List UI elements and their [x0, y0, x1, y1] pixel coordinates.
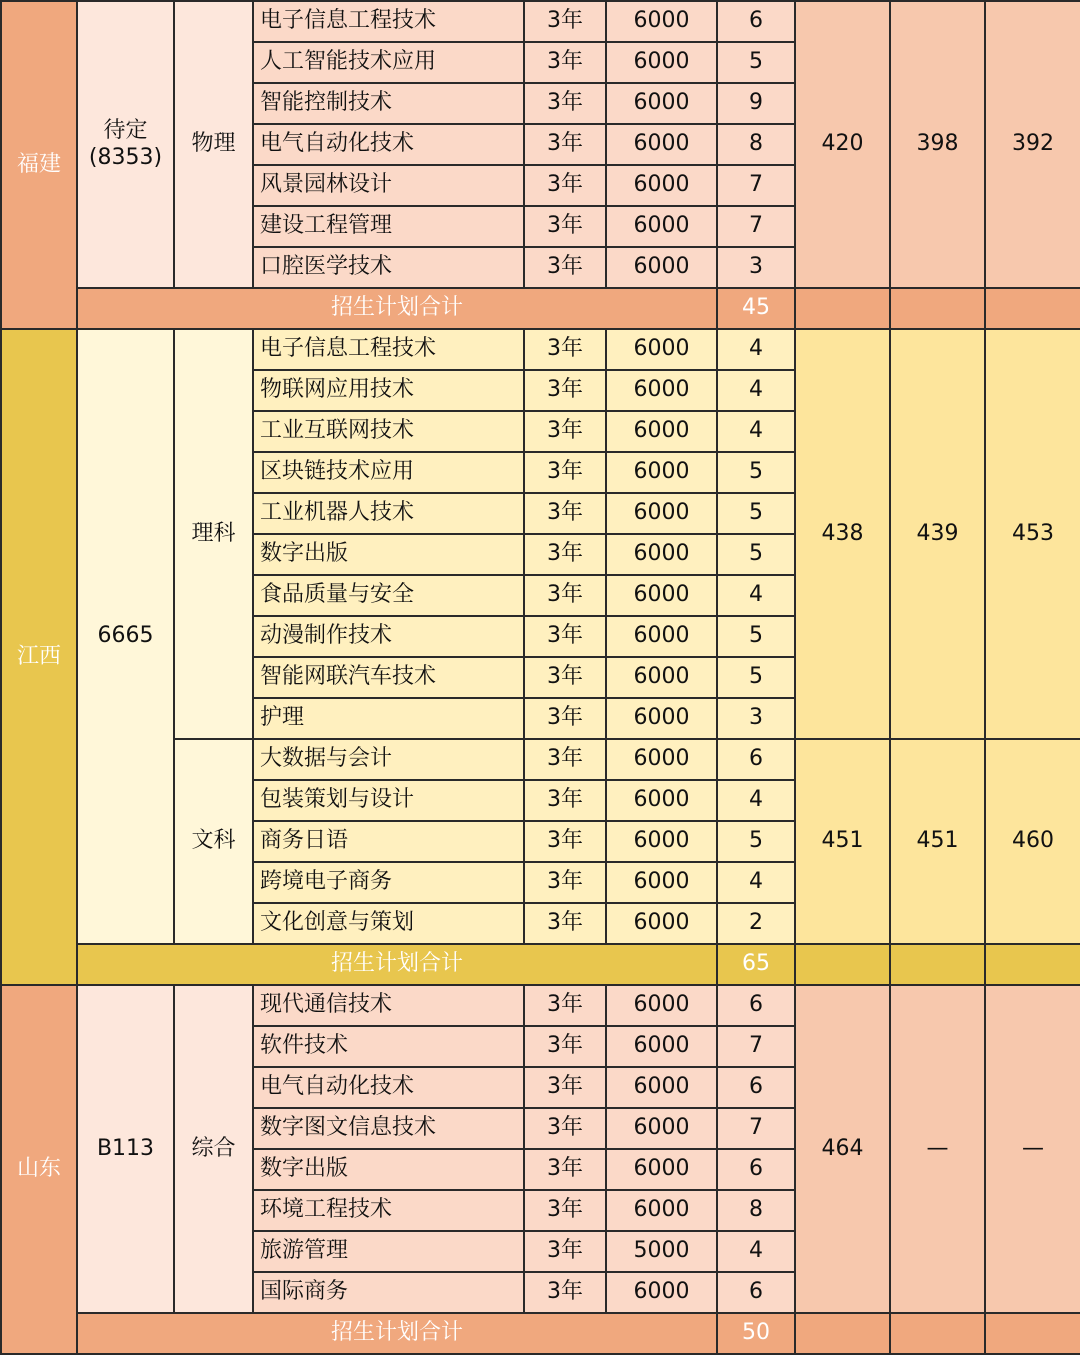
tuition-fee: 6000 [606, 1190, 717, 1231]
subject-category: 综合 [174, 985, 253, 1313]
study-years: 3年 [524, 370, 606, 411]
province-name: 山东 [1, 985, 77, 1354]
plan-count: 3 [717, 698, 795, 739]
study-years: 3年 [524, 1108, 606, 1149]
total-value: 50 [717, 1313, 795, 1354]
plan-count: 4 [717, 1231, 795, 1272]
major-name: 环境工程技术 [253, 1190, 524, 1231]
total-label: 招生计划合计 [77, 288, 717, 329]
tuition-fee: 6000 [606, 329, 717, 370]
plan-count: 5 [717, 42, 795, 83]
score-value: — [985, 985, 1080, 1313]
score-value: 439 [890, 329, 985, 739]
plan-count: 4 [717, 329, 795, 370]
study-years: 3年 [524, 616, 606, 657]
major-name: 口腔医学技术 [253, 247, 524, 288]
score-value: 451 [890, 739, 985, 944]
school-code: 待定 (8353) [77, 1, 174, 288]
major-name: 包装策划与设计 [253, 780, 524, 821]
plan-count: 5 [717, 493, 795, 534]
plan-count: 4 [717, 370, 795, 411]
tuition-fee: 6000 [606, 83, 717, 124]
tuition-fee: 6000 [606, 780, 717, 821]
total-row [1, 1313, 1080, 1354]
total-empty-cell [890, 1313, 985, 1354]
score-value: 398 [890, 1, 985, 288]
study-years: 3年 [524, 1190, 606, 1231]
plan-count: 4 [717, 575, 795, 616]
tuition-fee: 6000 [606, 698, 717, 739]
tuition-fee: 6000 [606, 206, 717, 247]
score-value: 420 [795, 1, 890, 288]
plan-count: 8 [717, 124, 795, 165]
plan-count: 6 [717, 1, 795, 42]
total-empty-cell [985, 1313, 1080, 1354]
major-name: 物联网应用技术 [253, 370, 524, 411]
province-name: 福建 [1, 1, 77, 329]
major-name: 建设工程管理 [253, 206, 524, 247]
study-years: 3年 [524, 1067, 606, 1108]
subject-category: 物理 [174, 1, 253, 288]
major-name: 跨境电子商务 [253, 862, 524, 903]
tuition-fee: 6000 [606, 1108, 717, 1149]
study-years: 3年 [524, 124, 606, 165]
study-years: 3年 [524, 657, 606, 698]
plan-count: 4 [717, 780, 795, 821]
plan-count: 8 [717, 1190, 795, 1231]
tuition-fee: 6000 [606, 452, 717, 493]
major-name: 旅游管理 [253, 1231, 524, 1272]
study-years: 3年 [524, 83, 606, 124]
plan-count: 5 [717, 452, 795, 493]
study-years: 3年 [524, 1, 606, 42]
tuition-fee: 6000 [606, 657, 717, 698]
tuition-fee: 6000 [606, 1, 717, 42]
major-name: 人工智能技术应用 [253, 42, 524, 83]
tuition-fee: 6000 [606, 124, 717, 165]
tuition-fee: 6000 [606, 1067, 717, 1108]
score-value: 460 [985, 739, 1080, 944]
major-name: 工业机器人技术 [253, 493, 524, 534]
study-years: 3年 [524, 534, 606, 575]
tuition-fee: 6000 [606, 616, 717, 657]
plan-count: 6 [717, 985, 795, 1026]
total-empty-cell [890, 944, 985, 985]
major-name: 大数据与会计 [253, 739, 524, 780]
plan-count: 4 [717, 862, 795, 903]
subject-category: 理科 [174, 329, 253, 739]
major-name: 现代通信技术 [253, 985, 524, 1026]
tuition-fee: 6000 [606, 985, 717, 1026]
score-value: 453 [985, 329, 1080, 739]
tuition-fee: 6000 [606, 42, 717, 83]
tuition-fee: 6000 [606, 1026, 717, 1067]
major-name: 电气自动化技术 [253, 1067, 524, 1108]
major-name: 区块链技术应用 [253, 452, 524, 493]
plan-count: 7 [717, 206, 795, 247]
major-name: 电气自动化技术 [253, 124, 524, 165]
tuition-fee: 6000 [606, 247, 717, 288]
major-name: 国际商务 [253, 1272, 524, 1313]
study-years: 3年 [524, 206, 606, 247]
subject-category: 文科 [174, 739, 253, 944]
table-row [1, 1, 1080, 42]
plan-count: 5 [717, 821, 795, 862]
school-code: B113 [77, 985, 174, 1313]
major-name: 风景园林设计 [253, 165, 524, 206]
tuition-fee: 6000 [606, 370, 717, 411]
table-row [1, 329, 1080, 370]
tuition-fee: 6000 [606, 575, 717, 616]
study-years: 3年 [524, 1272, 606, 1313]
plan-count: 6 [717, 739, 795, 780]
major-name: 电子信息工程技术 [253, 329, 524, 370]
tuition-fee: 6000 [606, 821, 717, 862]
total-value: 65 [717, 944, 795, 985]
study-years: 3年 [524, 821, 606, 862]
tuition-fee: 6000 [606, 903, 717, 944]
study-years: 3年 [524, 780, 606, 821]
plan-count: 6 [717, 1067, 795, 1108]
school-code: 6665 [77, 329, 174, 944]
major-name: 护理 [253, 698, 524, 739]
plan-count: 7 [717, 1026, 795, 1067]
plan-count: 2 [717, 903, 795, 944]
major-name: 动漫制作技术 [253, 616, 524, 657]
total-empty-cell [985, 944, 1080, 985]
plan-count: 6 [717, 1149, 795, 1190]
table-body [1, 1, 1080, 1354]
tuition-fee: 6000 [606, 739, 717, 780]
score-value: 464 [795, 985, 890, 1313]
study-years: 3年 [524, 411, 606, 452]
major-name: 电子信息工程技术 [253, 1, 524, 42]
tuition-fee: 6000 [606, 534, 717, 575]
table-row [1, 985, 1080, 1026]
study-years: 3年 [524, 1149, 606, 1190]
study-years: 3年 [524, 493, 606, 534]
total-row [1, 944, 1080, 985]
tuition-fee: 5000 [606, 1231, 717, 1272]
study-years: 3年 [524, 1231, 606, 1272]
study-years: 3年 [524, 1026, 606, 1067]
major-name: 软件技术 [253, 1026, 524, 1067]
total-empty-cell [795, 288, 890, 329]
total-label: 招生计划合计 [77, 944, 717, 985]
total-label: 招生计划合计 [77, 1313, 717, 1354]
total-row [1, 288, 1080, 329]
plan-count: 5 [717, 534, 795, 575]
major-name: 智能控制技术 [253, 83, 524, 124]
total-empty-cell [795, 944, 890, 985]
tuition-fee: 6000 [606, 411, 717, 452]
province-name: 江西 [1, 329, 77, 985]
major-name: 数字图文信息技术 [253, 1108, 524, 1149]
major-name: 数字出版 [253, 534, 524, 575]
score-value: 451 [795, 739, 890, 944]
plan-count: 7 [717, 165, 795, 206]
score-value: 392 [985, 1, 1080, 288]
plan-count: 9 [717, 83, 795, 124]
study-years: 3年 [524, 739, 606, 780]
total-value: 45 [717, 288, 795, 329]
plan-count: 5 [717, 616, 795, 657]
study-years: 3年 [524, 575, 606, 616]
total-empty-cell [985, 288, 1080, 329]
major-name: 数字出版 [253, 1149, 524, 1190]
plan-count: 6 [717, 1272, 795, 1313]
study-years: 3年 [524, 329, 606, 370]
major-name: 食品质量与安全 [253, 575, 524, 616]
major-name: 智能网联汽车技术 [253, 657, 524, 698]
tuition-fee: 6000 [606, 862, 717, 903]
study-years: 3年 [524, 985, 606, 1026]
tuition-fee: 6000 [606, 1272, 717, 1313]
study-years: 3年 [524, 903, 606, 944]
plan-count: 3 [717, 247, 795, 288]
tuition-fee: 6000 [606, 165, 717, 206]
plan-count: 4 [717, 411, 795, 452]
major-name: 工业互联网技术 [253, 411, 524, 452]
tuition-fee: 6000 [606, 493, 717, 534]
score-value: 438 [795, 329, 890, 739]
plan-count: 7 [717, 1108, 795, 1149]
total-empty-cell [795, 1313, 890, 1354]
study-years: 3年 [524, 42, 606, 83]
study-years: 3年 [524, 452, 606, 493]
major-name: 文化创意与策划 [253, 903, 524, 944]
total-empty-cell [890, 288, 985, 329]
tuition-fee: 6000 [606, 1149, 717, 1190]
study-years: 3年 [524, 165, 606, 206]
study-years: 3年 [524, 247, 606, 288]
plan-count: 5 [717, 657, 795, 698]
score-value: — [890, 985, 985, 1313]
study-years: 3年 [524, 698, 606, 739]
study-years: 3年 [524, 862, 606, 903]
major-name: 商务日语 [253, 821, 524, 862]
